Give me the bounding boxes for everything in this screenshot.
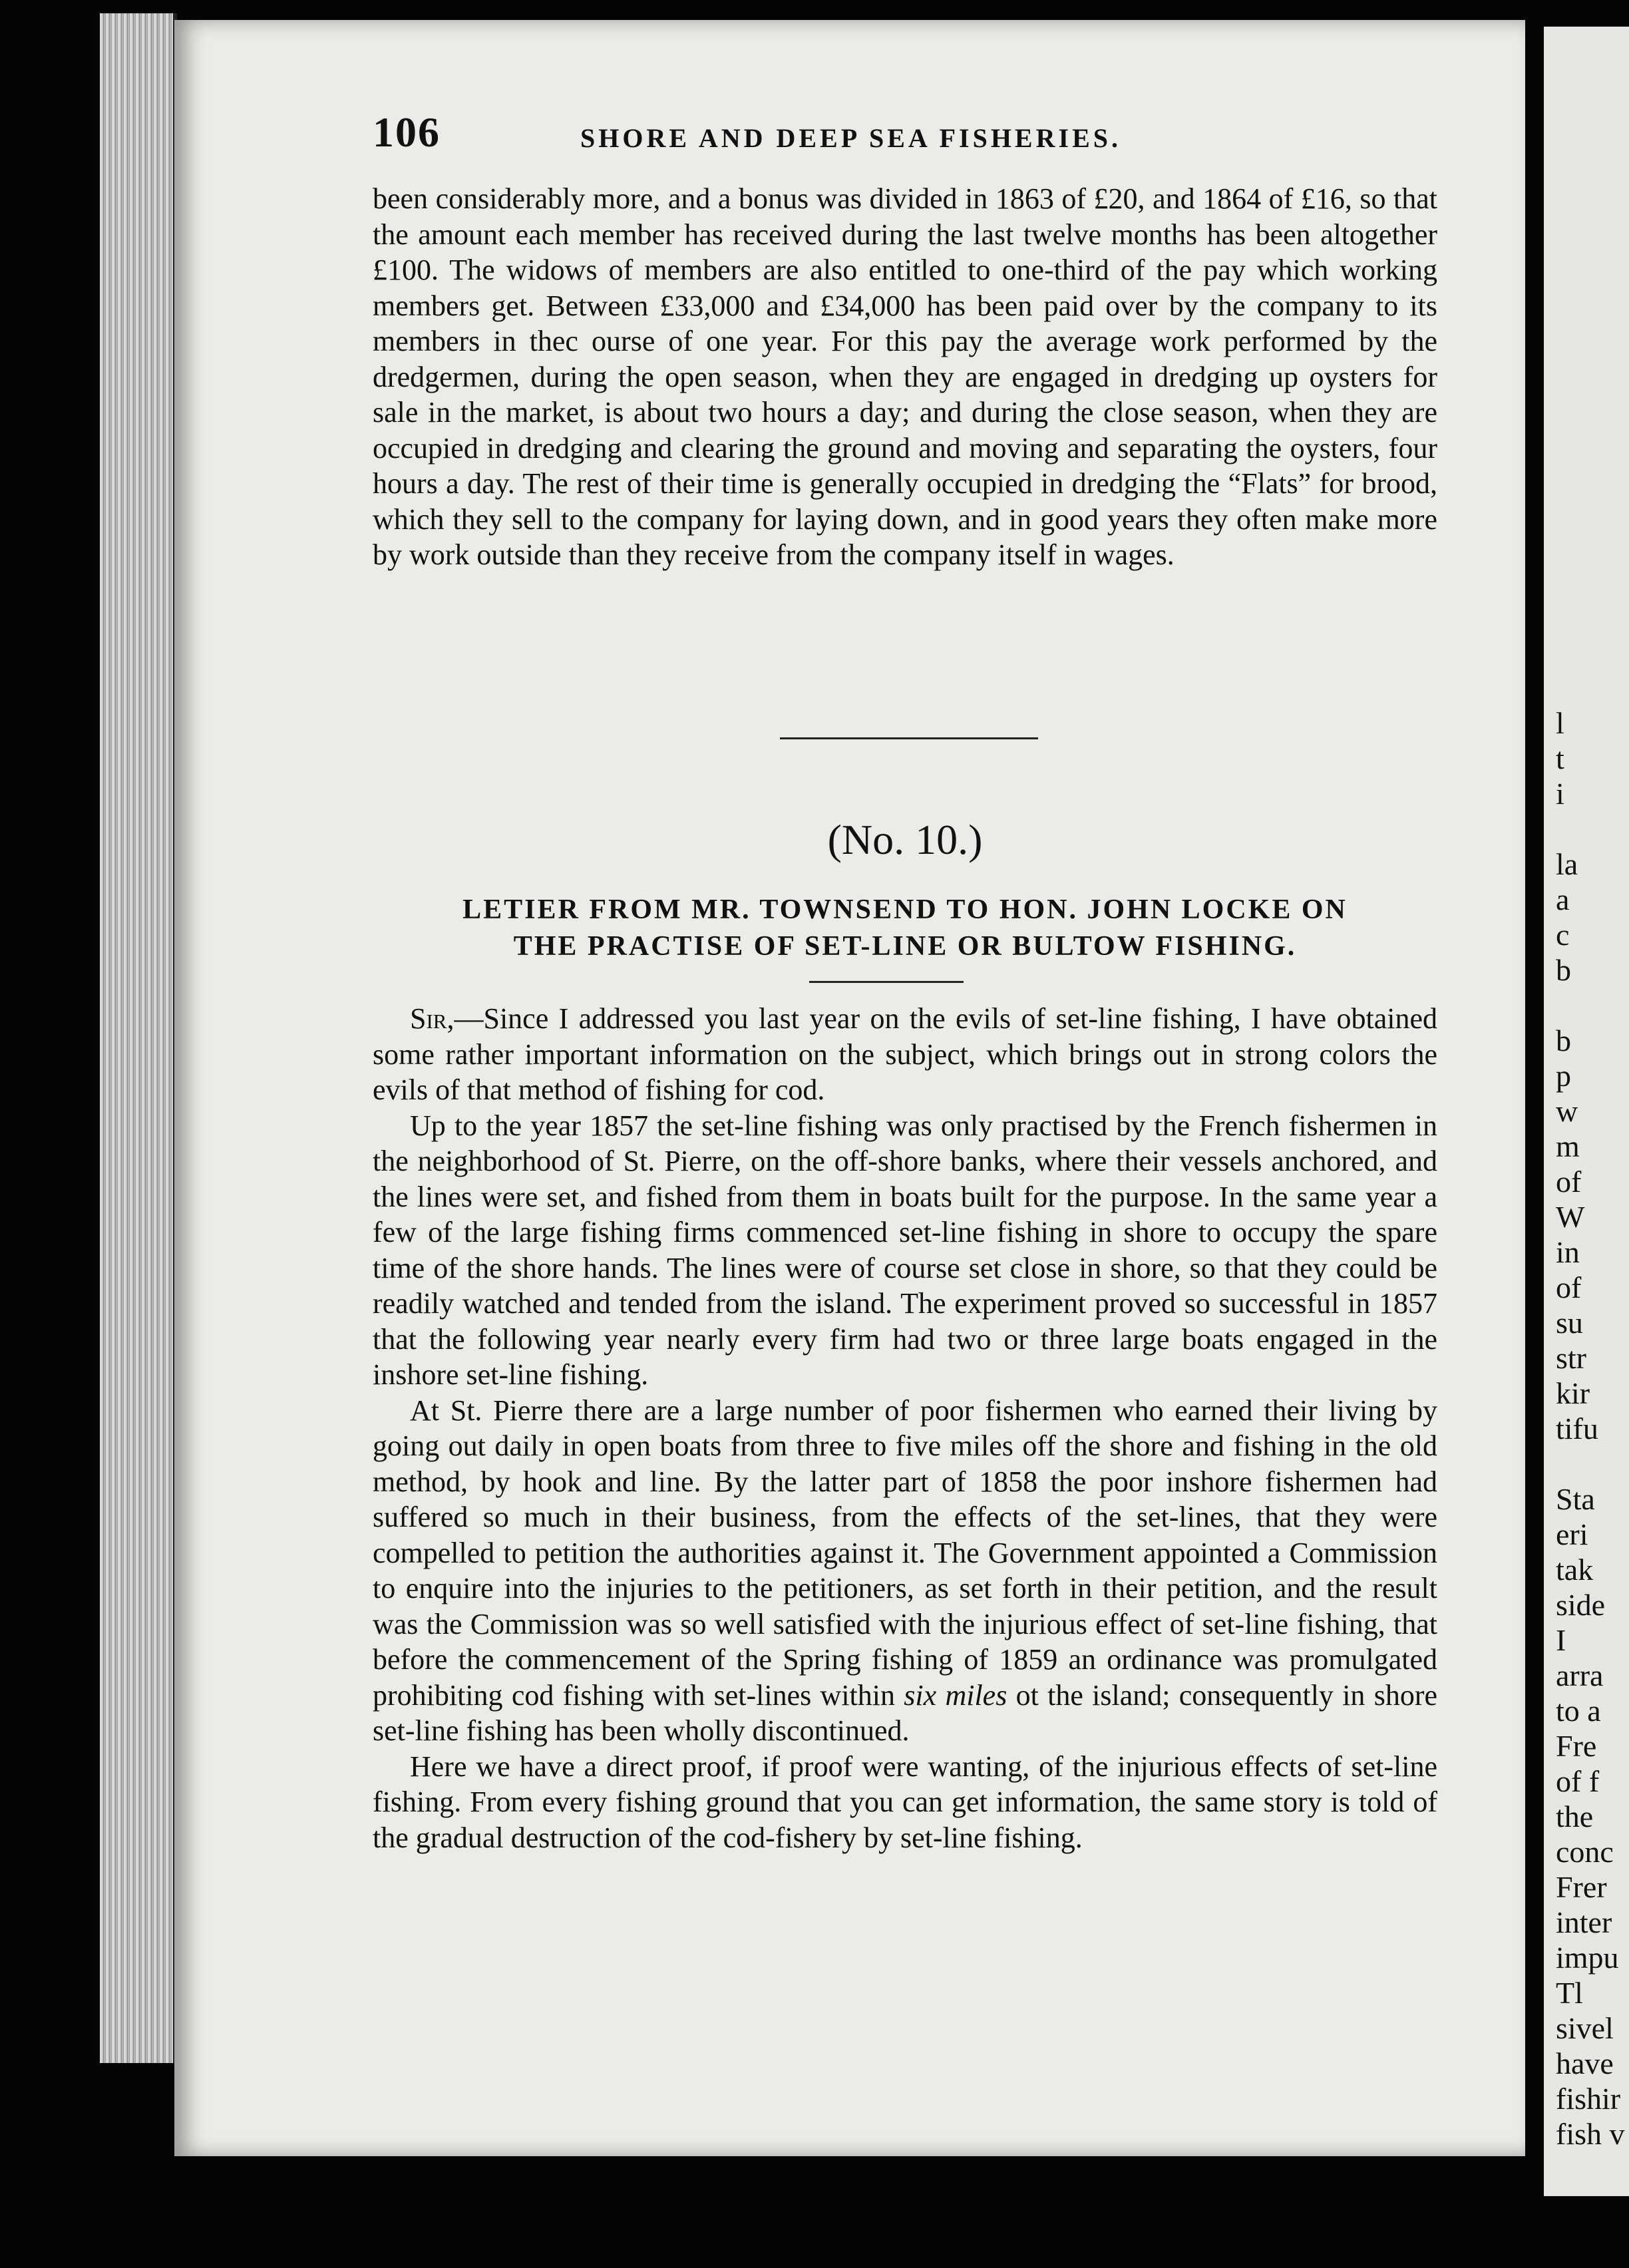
adjacent-page-fragment — [1556, 988, 1629, 1023]
adjacent-page-fragment: b — [1556, 953, 1571, 987]
paragraph-text: ot the island; consequently in shore set-line fishing has been wholly discontinued. — [373, 1678, 1438, 1747]
adjacent-page-fragment: side — [1556, 1588, 1606, 1622]
adjacent-page-fragment: Fre — [1556, 1729, 1597, 1763]
adjacent-page-fragment: m — [1556, 1129, 1580, 1163]
adjacent-page-fragment: conc — [1556, 1835, 1614, 1869]
running-title: SHORE AND DEEP SEA FISHERIES. — [580, 123, 1121, 153]
adjacent-page-fragment: to a — [1556, 1694, 1601, 1728]
paragraph — [373, 1393, 1437, 1749]
adjacent-page-fragment: tifu — [1556, 1412, 1598, 1445]
adjacent-page-fragment: p — [1556, 1059, 1571, 1093]
adjacent-page-fragment: eri — [1556, 1517, 1588, 1551]
adjacent-page-fragment: la — [1556, 847, 1578, 881]
letter-body — [373, 1001, 1437, 1855]
letter-heading-line: LETIER FROM MR. TOWNSEND TO HON. JOHN LOCKE ON — [462, 894, 1348, 925]
adjacent-page-fragment: tak — [1556, 1553, 1594, 1587]
salutation: Sir, — [410, 1002, 454, 1035]
adjacent-page-fragment: of — [1556, 1270, 1582, 1304]
book-gutter — [1525, 0, 1544, 2268]
adjacent-page-fragment: t — [1556, 741, 1564, 775]
adjacent-page-fragment: Frer — [1556, 1870, 1607, 1904]
adjacent-page-fragment: su — [1556, 1306, 1583, 1340]
adjacent-page-fragment: of f — [1556, 1764, 1600, 1798]
adjacent-page-fragment: a — [1556, 882, 1570, 916]
adjacent-page-fragment: kir — [1556, 1376, 1590, 1410]
adjacent-page-fragment: in — [1556, 1235, 1580, 1269]
continuation-paragraph — [373, 181, 1437, 573]
paragraph: Up to the year 1857 the set-line fishing was only practised by the French fishermen in the neighborhood of St. Pierre, on the off-shore banks, where their vessels anchored, and the lines were set, and fished from them in boats built for the purpose. In the same year a few of the large fishing firms commenced set-line fishing in shore to occupy the spare time of the shore hands. The lines were of course set close in shore, so that they could be readily watched and tended from the island. The experiment proved so successful in 1857 that the following year nearly every firm had two or three large boats engaged in the inshore set-line fishing. — [373, 1109, 1437, 1391]
adjacent-page-fragment: arra — [1556, 1658, 1604, 1692]
adjacent-page-fragment: sivel — [1556, 2011, 1614, 2045]
running-header — [373, 108, 1451, 168]
letter-heading — [373, 892, 1437, 965]
paragraph-text: —Since I addressed you last year on the evils of set-line fishing, I have obtained some rather important information on the subject, which brings out in strong colors the evils of that method of fishing for cod. — [373, 1002, 1437, 1106]
adjacent-page-fragment: I — [1556, 1623, 1566, 1657]
adjacent-page-fragment: fishir — [1556, 2082, 1621, 2116]
paragraph: Here we have a direct proof, if proof were wanting, of the injurious effects of set-line fishing. From every fishing ground that you can get information, the same story is told of the gradual destruction of the cod-fishery by set-line fishing. — [373, 1750, 1437, 1854]
adjacent-page-fragment: b — [1556, 1024, 1571, 1057]
adjacent-page-fragment: the — [1556, 1799, 1594, 1833]
paragraph: been considerably more, and a bonus was divided in 1863 of £20, and 1864 of £16, so that the amount each member has received during the last twelve months has been altogether £100. The widows of members are also entitled to one-third of the pay which working members get. Between £33,000 and £34,000 has been paid over by the company to its members in thec ourse of one year. For this pay the average work performed by the dredgermen, during the open season, when they are engaged in dredging up oysters for sale in the market, is about two hours a day; and during the close season, when they are occupied in dredging and clearing the ground and moving and separating the oysters, four hours a day. The rest of their time is generally occupied in dredging the “Flats” for brood, which they sell to the company for laying down, and in good years they often make more by work outside than they receive from the company itself in wages. — [373, 182, 1437, 571]
page-number: 106 — [373, 108, 441, 156]
adjacent-page-fragment: i — [1556, 777, 1564, 811]
emphasis-text: six miles — [904, 1678, 1007, 1712]
book-page-edges — [100, 13, 177, 2063]
adjacent-page-fragment: Tl — [1556, 1976, 1583, 2010]
paragraph — [373, 1001, 1437, 1108]
adjacent-page-fragment — [1556, 811, 1629, 847]
adjacent-page-fragment: l — [1556, 706, 1564, 740]
adjacent-page-fragment: c — [1556, 918, 1570, 952]
letter-heading-line: THE PRACTISE OF SET-LINE OR BULTOW FISHING. — [513, 931, 1297, 962]
adjacent-page-fragment: str — [1556, 1341, 1586, 1375]
adjacent-page-fragment — [1556, 1446, 1629, 1481]
heading-divider — [809, 981, 964, 983]
adjacent-page-text — [1556, 705, 1629, 2152]
document-number: (No. 10.) — [827, 816, 983, 863]
adjacent-page-fragment: Sta — [1556, 1482, 1595, 1516]
adjacent-page-fragment: inter — [1556, 1905, 1612, 1939]
adjacent-page-fragment: W — [1556, 1200, 1585, 1234]
adjacent-page-fragment: w — [1556, 1094, 1578, 1128]
adjacent-page-fragment: impu — [1556, 1941, 1619, 1975]
adjacent-page-fragment: have — [1556, 2046, 1614, 2080]
paragraph-text: At St. Pierre there are a large number of poor fishermen who earned their living by going out daily in open boats from three to five miles off the shore and fishing in the old method, by hook and line. By the latter part of 1858 the poor inshore fishermen had suffered so much in their business, from the effects of the set-lines, that they were compelled to petition the authorities against it. The Government appointed a Commission to enquire into the injuries to the petitioners, as set forth in their petition, and the result was the Commission was so well satisfied with the injurious effect of set-line fishing, that before the commencement of the Spring fishing of 1859 an ordinance was promulgated prohibiting cod fishing with set-lines within — [373, 1394, 1437, 1712]
adjacent-page-fragment: fish v — [1556, 2117, 1625, 2151]
section-divider — [780, 737, 1038, 739]
adjacent-page-fragment: of — [1556, 1165, 1582, 1199]
